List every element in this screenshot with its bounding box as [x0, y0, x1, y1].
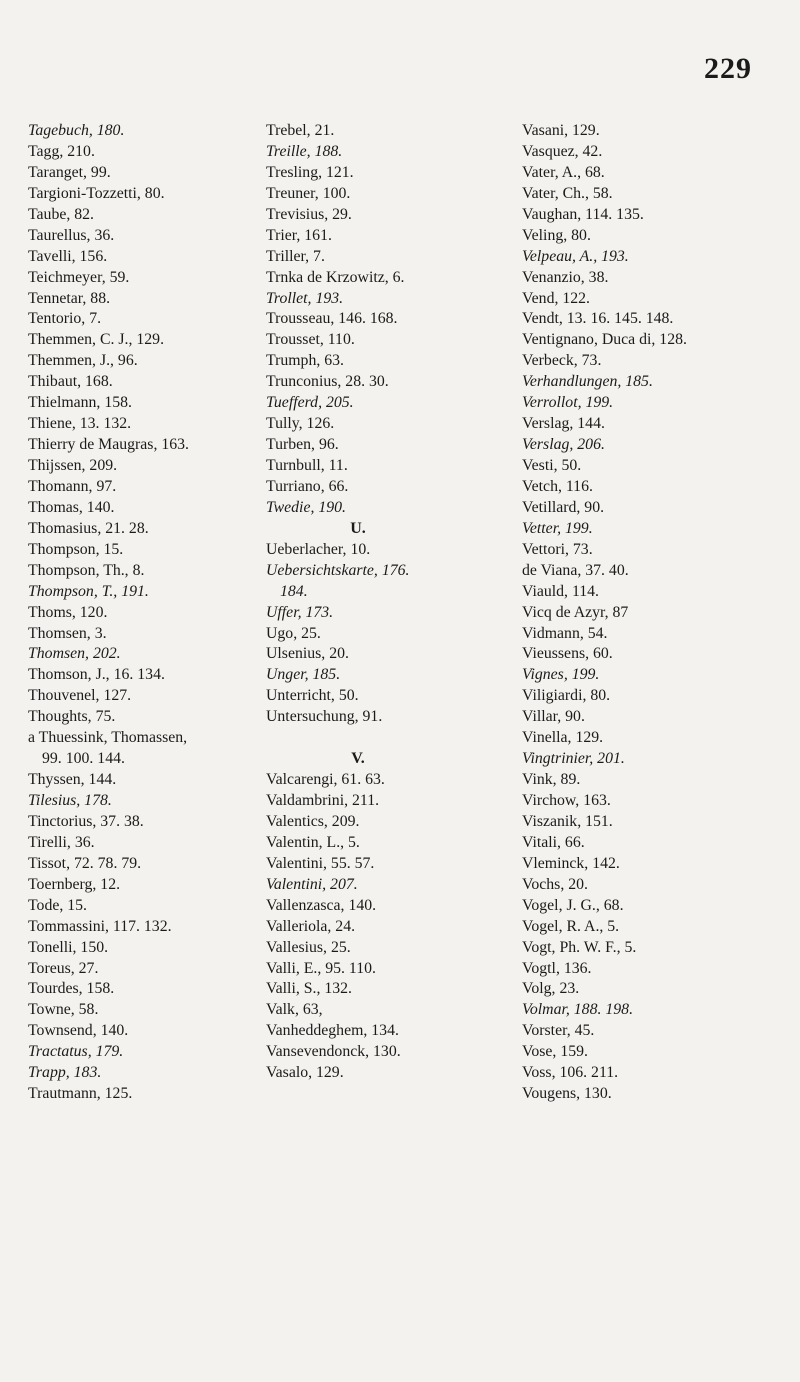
index-entry: Thomsen, 202. [28, 645, 121, 663]
index-entry: Themmen, J., 96. [28, 352, 138, 370]
index-entry: Targioni-Tozzetti, 80. [28, 184, 165, 202]
index-entry: Turnbull, 11. [266, 457, 348, 474]
index-entry: Valli, S., 132. [266, 980, 353, 998]
section-letter: V. [351, 750, 365, 768]
index-entry: Vater, A., 68. [522, 163, 605, 181]
index-entry: Valentin, L., 5. [266, 833, 360, 851]
index-entry: Velpeau, A., 193. [522, 247, 629, 265]
index-entry: de Viana, 37. 40. [522, 561, 629, 579]
index-entry: Trousset, 110. [266, 331, 355, 349]
index-entry: Virchow, 163. [522, 792, 611, 809]
index-entry: Tuefferd, 205. [266, 394, 354, 412]
index-entry: Ulsenius, 20. [266, 645, 349, 663]
index-entry: Thouvenel, 127. [28, 687, 132, 705]
index-entry: Trier, 161. [266, 226, 332, 244]
index-entry: Valcarengi, 61. 63. [266, 771, 385, 789]
index-entry: Thompson, 15. [28, 540, 124, 558]
index-entry: Vogel, R. A., 5. [522, 917, 620, 935]
index-entry: Thibaut, 168. [28, 373, 113, 391]
index-entry: Vallesius, 25. [266, 938, 351, 956]
index-entry: Vater, Ch., 58. [522, 184, 613, 202]
index-entry: Vasalo, 129. [266, 1064, 344, 1082]
index-entry: Townsend, 140. [28, 1022, 129, 1040]
index-entry: Turben, 96. [266, 436, 339, 454]
index-entry: Thompson, Th., 8. [28, 561, 145, 579]
index-entry: Tissot, 72. 78. 79. [28, 854, 142, 872]
index-entry: Tilesius, 178. [28, 792, 112, 809]
index-entry: Tommassini, 117. 132. [28, 917, 172, 935]
index-entry: Vasquez, 42. [522, 142, 603, 160]
index-entry: Thielmann, 158. [28, 394, 132, 412]
index-entry: Tode, 15. [28, 896, 87, 914]
index-entry: Valentics, 209. [266, 812, 360, 830]
index-entry: Vicq de Azyr, 87 [522, 603, 629, 621]
index-entry: Triller, 7. [266, 247, 325, 265]
index-entry: Trapp, 183. [28, 1064, 102, 1082]
index-entry: Verslag, 206. [522, 436, 605, 454]
index-entry: Trevisius, 29. [266, 205, 352, 223]
index-entry: Venanzio, 38. [522, 268, 609, 286]
index-entry: Trumph, 63. [266, 352, 344, 370]
index-entry: Vieussens, 60. [522, 645, 613, 663]
index-entry: Vogel, J. G., 68. [522, 896, 624, 914]
index-entry: Valleriola, 24. [266, 917, 356, 935]
index-entry: Teichmeyer, 59. [28, 268, 130, 286]
index-entry: Trollet, 193. [266, 289, 344, 307]
index-entry: Verslag, 144. [522, 415, 605, 433]
index-entry: Vend, 122. [522, 289, 591, 307]
index-entry: Untersuchung, 91. [266, 708, 383, 726]
index-entry: Treille, 188. [266, 142, 343, 160]
index-entry: Volmar, 188. 198. [522, 1001, 634, 1019]
index-entry: Taranget, 99. [28, 163, 111, 181]
index-entry: Vidmann, 54. [522, 624, 608, 642]
index-entry: Tully, 126. [266, 415, 335, 433]
index-entry: Taurellus, 36. [28, 226, 115, 244]
index-entry: Tractatus, 179. [28, 1043, 124, 1061]
index-entry: Trousseau, 146. 168. [266, 310, 398, 328]
index-entry: Trnka de Krzowitz, 6. [266, 268, 405, 286]
index-entry: Uffer, 173. [266, 603, 334, 621]
index-entry: Toernberg, 12. [28, 875, 121, 893]
index-entry: Verrollot, 199. [522, 394, 614, 412]
index-entry: Thijssen, 209. [28, 457, 118, 474]
index-entry: Verbeck, 73. [522, 352, 602, 370]
index-entry: Thomas, 140. [28, 498, 115, 516]
index-entry: Vignes, 199. [522, 666, 600, 684]
index-entry: Tavelli, 156. [28, 247, 108, 265]
index-entry: Tennetar, 88. [28, 289, 111, 307]
index-entry: Twedie, 190. [266, 498, 347, 516]
index-entry: Vitali, 66. [522, 833, 585, 851]
index-entry: Thierry de Maugras, 163. [28, 436, 189, 454]
index-entry: Vorster, 45. [522, 1022, 595, 1040]
index-entry: Tresling, 121. [266, 163, 354, 181]
index-entry: Trunconius, 28. 30. [266, 373, 389, 391]
index-entry: Vallenzasca, 140. [266, 896, 377, 914]
index-column-2 [266, 121, 510, 1084]
index-entry: Vogt, Ph. W. F., 5. [522, 938, 637, 956]
index-entry: Treuner, 100. [266, 184, 351, 202]
index-entry: Tagg, 210. [28, 142, 95, 160]
index-entry: Taube, 82. [28, 205, 95, 223]
index-entry: Villar, 90. [522, 708, 585, 726]
index-entry: Trebel, 21. [266, 122, 335, 139]
index-entry: Tonelli, 150. [28, 938, 109, 956]
index-entry: Unger, 185. [266, 666, 341, 684]
index-entry: Thomann, 97. [28, 477, 117, 495]
index-entry: Thoms, 120. [28, 603, 108, 621]
index-entry: Valli, E., 95. 110. [266, 959, 376, 977]
index-entry: Vleminck, 142. [522, 854, 620, 872]
index-entry: Valk, 63, [266, 1001, 323, 1019]
index-entry: 184. [280, 582, 308, 600]
index-column-3 [522, 121, 792, 1105]
index-entry: Trautmann, 125. [28, 1085, 133, 1103]
index-entry: Vanheddeghem, 134. [266, 1022, 399, 1040]
index-entry: Vetter, 199. [522, 519, 593, 537]
index-entry: a Thuessink, Thomassen, [28, 729, 188, 747]
index-entry: Vasani, 129. [522, 122, 600, 139]
index-entry: Themmen, C. J., 129. [28, 331, 165, 349]
index-entry: Toreus, 27. [28, 959, 99, 977]
index-entry: Vink, 89. [522, 771, 581, 789]
index-entry: Tinctorius, 37. 38. [28, 812, 144, 830]
index-entry: Vettori, 73. [522, 540, 593, 558]
index-entry: Thomson, J., 16. 134. [28, 666, 165, 684]
index-entry: Vochs, 20. [522, 875, 588, 893]
index-entry: Verhandlungen, 185. [522, 373, 653, 391]
index-entry: Vesti, 50. [522, 457, 582, 474]
index-entry: Vetch, 116. [522, 477, 593, 495]
index-entry: Tentorio, 7. [28, 310, 102, 328]
index-entry: Thoughts, 75. [28, 708, 116, 726]
index-entry: 99. 100. 144. [42, 750, 125, 768]
index-entry: Viauld, 114. [522, 582, 600, 600]
page-number: 229 [704, 52, 752, 85]
index-column-1 [28, 121, 263, 1105]
index-entry: Ventignano, Duca di, 128. [522, 331, 687, 349]
index-entry: Tirelli, 36. [28, 833, 95, 851]
index-entry: Towne, 58. [28, 1001, 99, 1019]
index-entry: Unterricht, 50. [266, 687, 359, 705]
index-entry: Valentini, 207. [266, 875, 358, 893]
index-entry: Volg, 23. [522, 980, 580, 998]
index-entry: Thompson, T., 191. [28, 582, 149, 600]
index-entry: Tourdes, 158. [28, 980, 115, 998]
index-entry: Ugo, 25. [266, 624, 321, 642]
index-entry: Vingtrinier, 201. [522, 750, 625, 768]
index-entry: Thomsen, 3. [28, 624, 107, 642]
index-entry: Thomasius, 21. 28. [28, 519, 149, 537]
index-entry: Vougens, 130. [522, 1085, 612, 1103]
blank-line [266, 728, 510, 749]
index-entry: Thyssen, 144. [28, 771, 117, 789]
index-entry: Vendt, 13. 16. 145. 148. [522, 310, 674, 328]
index-entry: Vansevendonck, 130. [266, 1043, 401, 1061]
index-entry: Valdambrini, 211. [266, 792, 380, 809]
index-entry: Viszanik, 151. [522, 812, 613, 830]
index-entry: Voss, 106. 211. [522, 1064, 619, 1082]
index-entry: Ueberlacher, 10. [266, 540, 371, 558]
index-entry: Valentini, 55. 57. [266, 854, 375, 872]
index-entry: Uebersichtskarte, 176. [266, 561, 410, 579]
index-entry: Vose, 159. [522, 1043, 588, 1061]
index-entry: Vinella, 129. [522, 729, 604, 747]
index-entry: Vetillard, 90. [522, 498, 605, 516]
section-letter: U. [350, 519, 366, 537]
index-entry: Vaughan, 114. 135. [522, 205, 644, 223]
index-entry: Tagebuch, 180. [28, 122, 125, 139]
index-entry: Thiene, 13. 132. [28, 415, 132, 433]
index-entry: Vogtl, 136. [522, 959, 592, 977]
index-entry: Viligiardi, 80. [522, 687, 611, 705]
index-entry: Turriano, 66. [266, 477, 349, 495]
index-entry: Veling, 80. [522, 226, 591, 244]
